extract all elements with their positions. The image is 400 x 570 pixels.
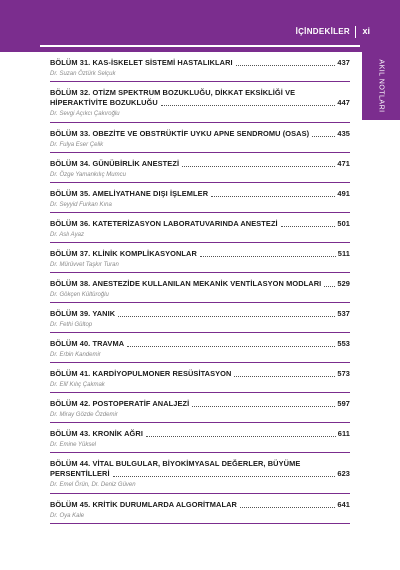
chapter-author: Dr. Suzan Öztürk Selçuk xyxy=(50,71,116,77)
chapter-page: 511 xyxy=(337,249,350,258)
chapter-page: 435 xyxy=(337,129,350,138)
leader-dots xyxy=(312,136,335,137)
chapter-page: 553 xyxy=(337,339,350,348)
chapter-page: 447 xyxy=(337,98,350,107)
table-of-contents xyxy=(50,52,350,524)
leader-dots xyxy=(192,406,335,407)
leader-dots xyxy=(127,346,335,347)
toc-entry-32[interactable] xyxy=(50,82,350,123)
toc-entry-33[interactable] xyxy=(50,123,350,153)
leader-dots xyxy=(234,376,335,377)
chapter-title: BÖLÜM 35. AMELİYATHANE DIŞI İŞLEMLER xyxy=(50,189,209,198)
chapter-author: Dr. Gökçen Kültüroğlu xyxy=(50,292,109,298)
toc-entry-44[interactable] xyxy=(50,453,350,494)
chapter-page: 437 xyxy=(337,58,350,67)
chapter-title: BÖLÜM 34. GÜNÜBİRLİK ANESTEZİ xyxy=(50,159,180,168)
chapter-author: Dr. Seyyid Furkan Kına xyxy=(50,202,112,208)
header-bar xyxy=(0,0,400,52)
chapter-page: 501 xyxy=(337,219,350,228)
leader-dots xyxy=(118,316,335,317)
chapter-author: Dr. Miray Gözde Özdemir xyxy=(50,412,118,418)
side-tab-label: AKIL NOTLARI xyxy=(377,59,385,113)
chapter-title: BÖLÜM 32. OTİZM SPEKTRUM BOZUKLUĞU, DİKKAT EKSİKLİĞİ VE xyxy=(50,88,296,97)
chapter-page: 573 xyxy=(337,369,350,378)
chapter-page: 611 xyxy=(337,429,350,438)
chapter-title: BÖLÜM 43. KRONİK AĞRI xyxy=(50,429,143,438)
leader-dots xyxy=(236,65,336,66)
leader-dots xyxy=(182,166,335,167)
chapter-page: 641 xyxy=(337,500,350,509)
chapter-title: BÖLÜM 37. KLİNİK KOMPLİKASYONLAR xyxy=(50,249,197,258)
chapter-author: Dr. Aslı Ayaz xyxy=(50,232,84,238)
chapter-title: BÖLÜM 44. VİTAL BULGULAR, BİYOKİMYASAL DEĞERLER, BÜYÜME xyxy=(50,459,301,468)
leader-dots xyxy=(146,436,336,437)
toc-entry-45[interactable] xyxy=(50,494,350,524)
chapter-title-continued: PERSENTİLLERİ xyxy=(50,469,110,478)
toc-entry-38[interactable] xyxy=(50,273,350,303)
chapter-author: Dr. Emel Örün, Dr. Deniz Güven xyxy=(50,482,136,488)
chapter-author: Dr. Emine Yüksel xyxy=(50,442,97,448)
chapter-title: BÖLÜM 45. KRİTİK DURUMLARDA ALGORİTMALAR xyxy=(50,500,237,509)
leader-dots xyxy=(240,507,335,508)
toc-entry-41[interactable] xyxy=(50,363,350,393)
header-rule xyxy=(40,45,360,47)
leader-dots xyxy=(324,286,335,287)
leader-dots xyxy=(281,226,336,227)
chapter-author: Dr. Fethi Gültop xyxy=(50,322,93,328)
chapter-page: 529 xyxy=(337,279,350,288)
chapter-title: BÖLÜM 33. OBEZİTE VE OBSTRÜKTİF UYKU APNE SENDROMU (OSAS) xyxy=(50,129,310,138)
chapter-page: 491 xyxy=(337,189,350,198)
chapter-author: Dr. Özge Yamankılıç Mumcu xyxy=(50,172,126,178)
chapter-author: Dr. Fulya Eser Çelik xyxy=(50,142,104,148)
toc-entry-34[interactable] xyxy=(50,153,350,183)
chapter-page: 597 xyxy=(337,399,350,408)
section-label: İÇİNDEKİLER xyxy=(295,27,350,36)
leader-dots xyxy=(113,476,336,477)
chapter-title: BÖLÜM 40. TRAVMA xyxy=(50,339,125,348)
toc-entry-31[interactable] xyxy=(50,52,350,82)
header-separator xyxy=(355,26,356,38)
toc-entry-35[interactable] xyxy=(50,183,350,213)
toc-entry-42[interactable] xyxy=(50,393,350,423)
chapter-title: BÖLÜM 36. KATETERİZASYON LABORATUVARINDA ANESTEZİ xyxy=(50,219,278,228)
chapter-author: Dr. Elif Kılıç Çakmak xyxy=(50,382,105,388)
leader-dots xyxy=(200,256,336,257)
page-number: xi xyxy=(362,26,370,36)
chapter-title-continued: HİPERAKTİVİTE BOZUKLUĞU xyxy=(50,98,158,107)
chapter-page: 471 xyxy=(337,159,350,168)
toc-entry-39[interactable] xyxy=(50,303,350,333)
toc-entry-36[interactable] xyxy=(50,213,350,243)
chapter-author: Dr. Sevgi Açıkcı Çakıroğlu xyxy=(50,111,120,117)
chapter-title: BÖLÜM 42. POSTOPERATİF ANALJEZİ xyxy=(50,399,190,408)
chapter-page: 537 xyxy=(337,309,350,318)
chapter-title: BÖLÜM 41. KARDİYOPULMONER RESÜSİTASYON xyxy=(50,369,232,378)
side-tab xyxy=(362,52,400,120)
chapter-title: BÖLÜM 31. KAS-İSKELET SİSTEMİ HASTALIKLARI xyxy=(50,58,233,67)
chapter-title: BÖLÜM 39. YANIK xyxy=(50,309,116,318)
chapter-title: BÖLÜM 38. ANESTEZİDE KULLANILAN MEKANİK VENTİLASYON MODLARI xyxy=(50,279,322,288)
toc-entry-43[interactable] xyxy=(50,423,350,453)
chapter-author: Dr. Erbin Kandemir xyxy=(50,352,101,358)
leader-dots xyxy=(211,196,335,197)
chapter-author: Dr. Oya Kale xyxy=(50,513,85,519)
toc-entry-40[interactable] xyxy=(50,333,350,363)
leader-dots xyxy=(161,105,336,106)
toc-entry-37[interactable] xyxy=(50,243,350,273)
chapter-page: 623 xyxy=(337,469,350,478)
chapter-author: Dr. Mürüvvet Taşkır Turan xyxy=(50,262,119,268)
